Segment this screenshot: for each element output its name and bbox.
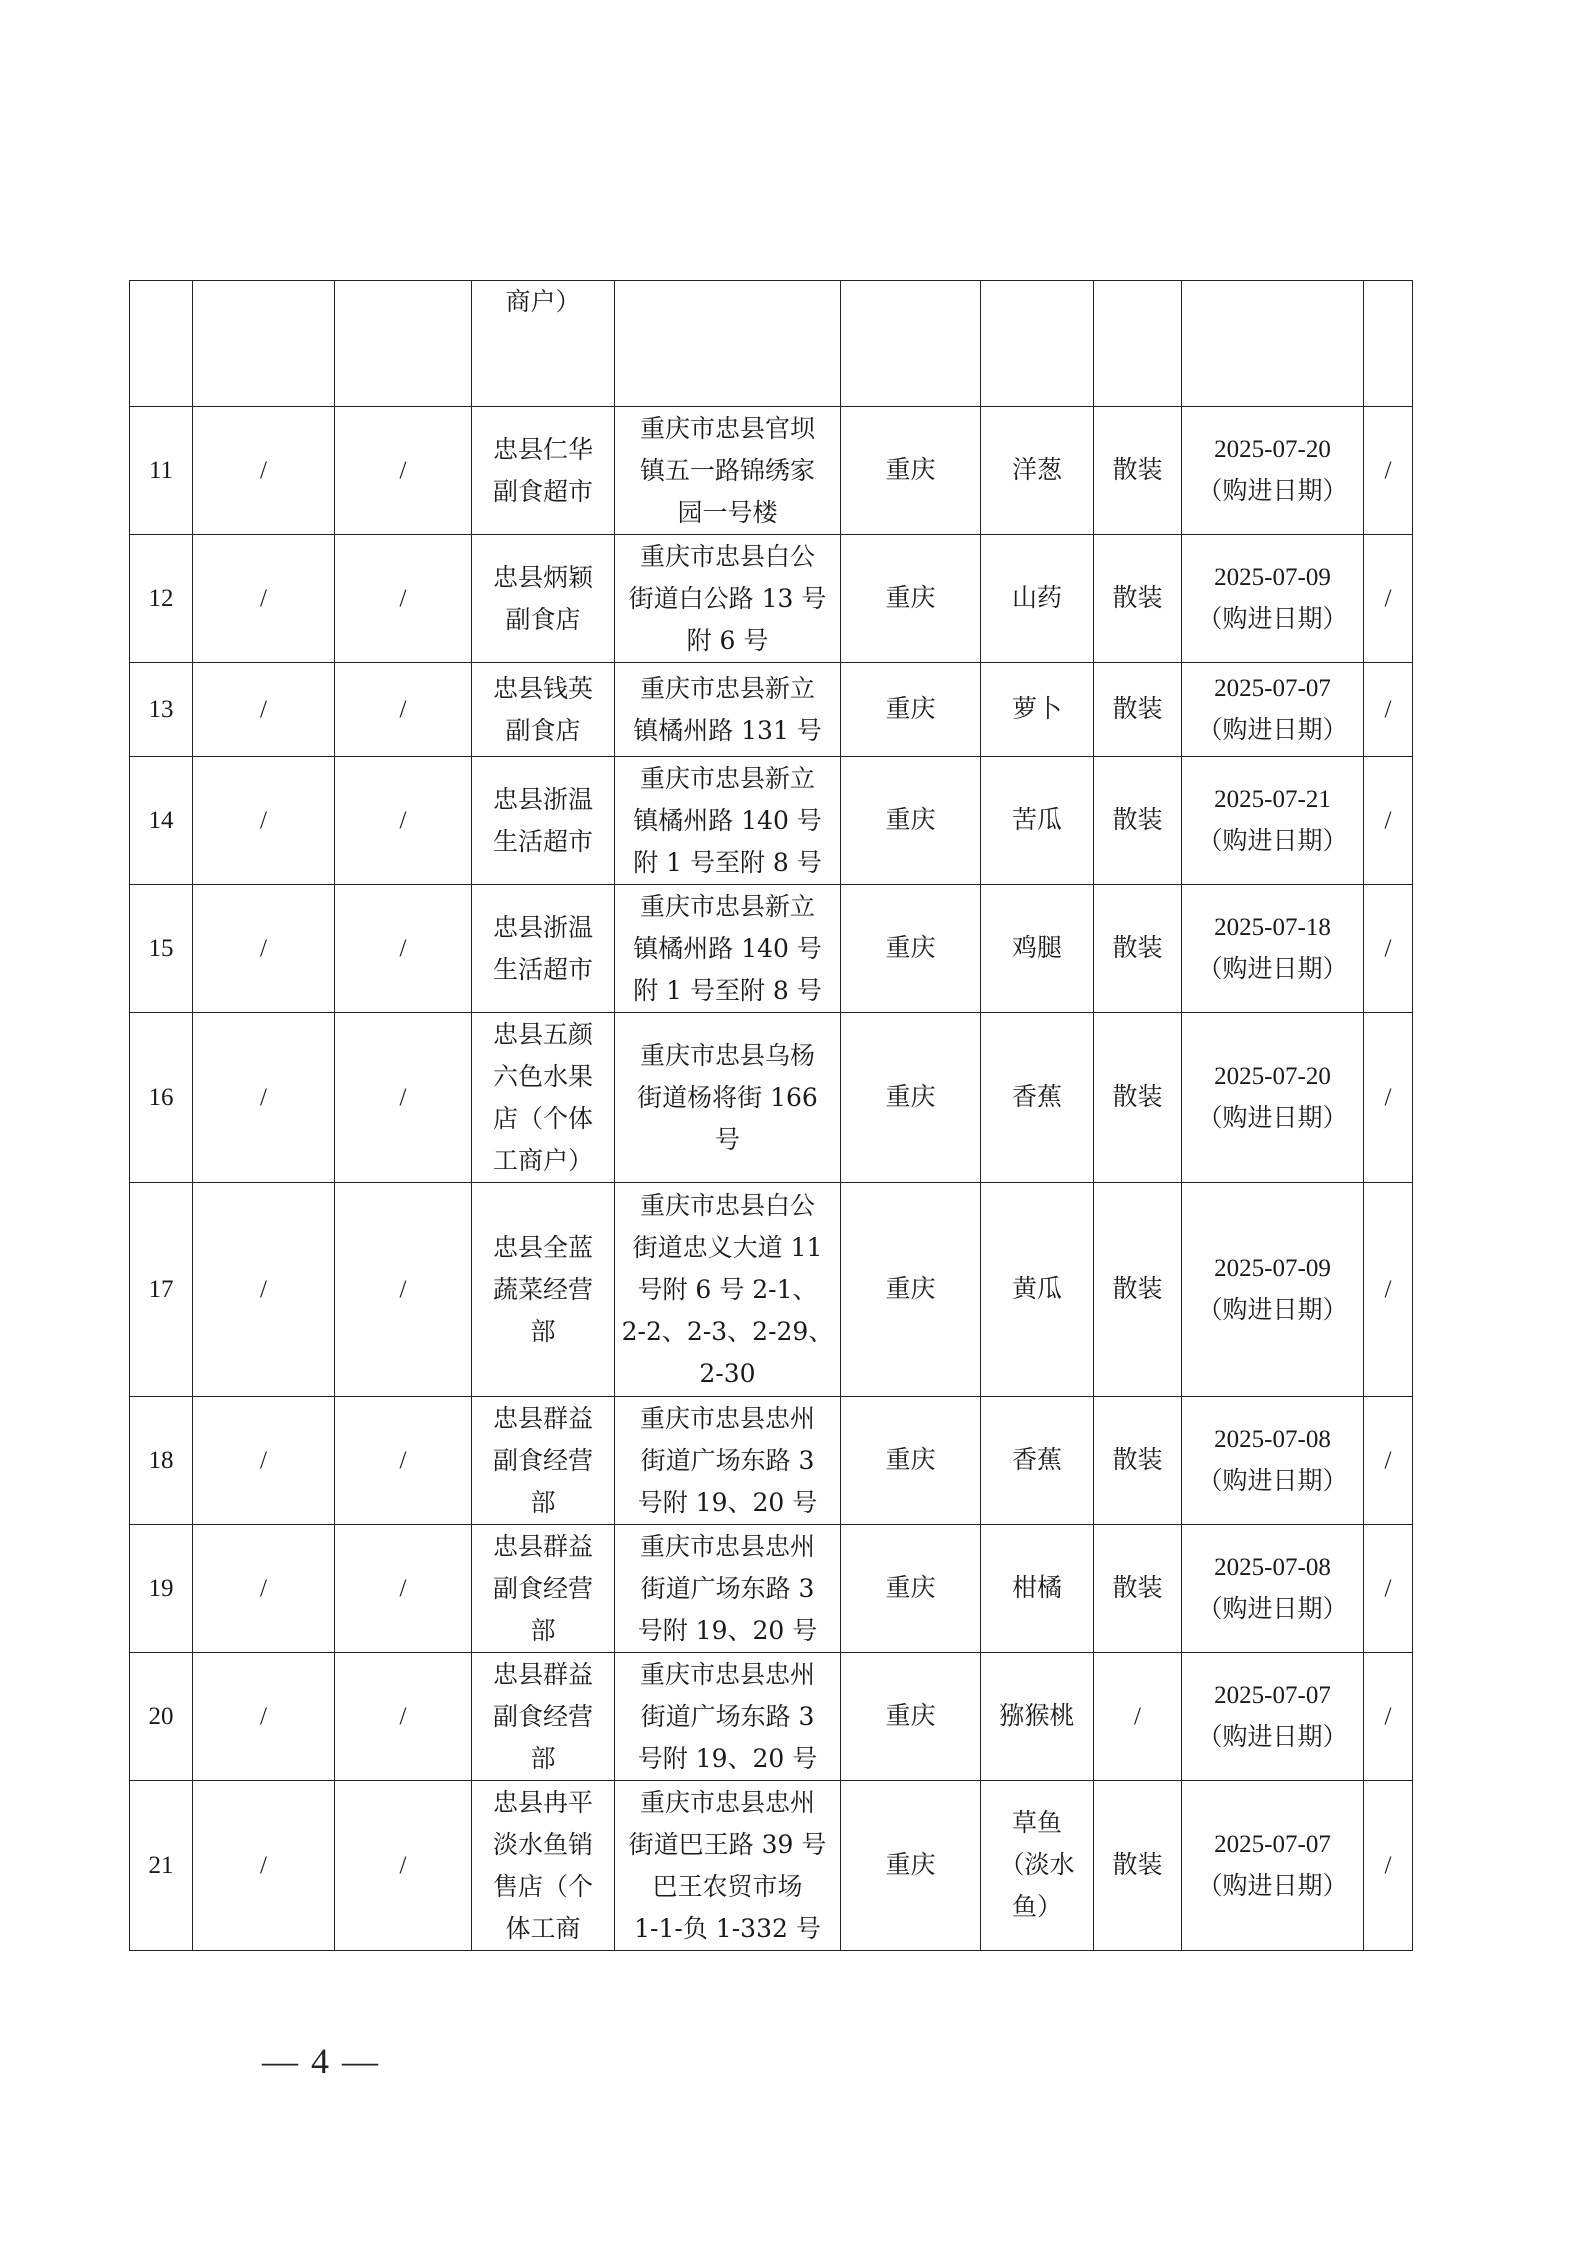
cell-col3: / bbox=[335, 407, 472, 535]
cell-address bbox=[615, 1653, 841, 1781]
table-row bbox=[130, 407, 1413, 535]
cell-address-line: 重庆市忠县忠州 bbox=[639, 1787, 815, 1817]
purchase-date: 2025-07-09 bbox=[1214, 1254, 1331, 1282]
cell-store-name bbox=[472, 535, 615, 663]
cell-address-line: 重庆市忠县忠州 bbox=[639, 1531, 815, 1561]
cell-product bbox=[981, 1525, 1094, 1653]
cell-date bbox=[1182, 407, 1364, 535]
cell-address bbox=[615, 663, 841, 757]
purchase-date: 2025-07-20 bbox=[1214, 1062, 1331, 1090]
table-row bbox=[130, 663, 1413, 757]
table-row bbox=[130, 1781, 1413, 1951]
cell-date bbox=[1182, 757, 1364, 885]
cell-address bbox=[615, 1013, 841, 1183]
cell-product-line: 洋葱 bbox=[1011, 456, 1062, 484]
cell-product bbox=[981, 663, 1094, 757]
purchase-date-note: （购进日期） bbox=[1197, 1723, 1348, 1751]
purchase-date: 2025-07-20 bbox=[1214, 435, 1331, 463]
cell-product-line: 草鱼 bbox=[1011, 1809, 1062, 1837]
table-row bbox=[130, 1013, 1413, 1183]
cell-address-line: 重庆市忠县白公 bbox=[639, 1190, 815, 1220]
cell-packaging: 散装 bbox=[1094, 757, 1182, 885]
cell-address-line: 号附 6 号 2-1、 bbox=[637, 1274, 818, 1304]
purchase-date-note: （购进日期） bbox=[1197, 605, 1348, 633]
cell-product bbox=[981, 1781, 1094, 1951]
cell-serial-number: 12 bbox=[130, 535, 193, 663]
cell-last: / bbox=[1364, 535, 1413, 663]
cell-product bbox=[981, 1183, 1094, 1397]
cell-store-name bbox=[472, 1397, 615, 1525]
cell-store-name-line: 忠县五颜 bbox=[492, 1019, 593, 1049]
cell-address-line: 重庆市忠县白公 bbox=[639, 541, 815, 571]
table-body bbox=[130, 281, 1413, 1951]
cell-empty bbox=[1094, 281, 1182, 407]
cell-last: / bbox=[1364, 1525, 1413, 1653]
cell-address-line: 重庆市忠县乌杨 bbox=[639, 1040, 815, 1070]
cell-store-name-line: 忠县群益 bbox=[492, 1659, 593, 1689]
cell-store-name-line: 副食经营 bbox=[492, 1701, 593, 1731]
cell-store-name-line: 忠县全蓝 bbox=[492, 1232, 593, 1262]
purchase-date: 2025-07-07 bbox=[1214, 1830, 1331, 1858]
purchase-date: 2025-07-21 bbox=[1214, 785, 1331, 813]
cell-origin: 重庆 bbox=[841, 1397, 981, 1525]
cell-store-name-line: 体工商 bbox=[505, 1913, 581, 1943]
cell-product-line: 香蕉 bbox=[1011, 1083, 1062, 1111]
cell-store-name-line: 忠县仁华 bbox=[492, 434, 593, 464]
cell-col2: / bbox=[193, 663, 335, 757]
cell-col3: / bbox=[335, 757, 472, 885]
cell-store-name-line: 蔬菜经营 bbox=[492, 1274, 593, 1304]
cell-col2: / bbox=[193, 1525, 335, 1653]
cell-col3: / bbox=[335, 1781, 472, 1951]
cell-store-name bbox=[472, 663, 615, 757]
cell-packaging: 散装 bbox=[1094, 885, 1182, 1013]
cell-origin: 重庆 bbox=[841, 885, 981, 1013]
cell-last: / bbox=[1364, 885, 1413, 1013]
cell-store-name bbox=[472, 885, 615, 1013]
cell-address-line: 街道广场东路 3 bbox=[640, 1701, 815, 1731]
cell-last: / bbox=[1364, 1781, 1413, 1951]
cell-serial-number: 21 bbox=[130, 1781, 193, 1951]
cell-product-line: 柑橘 bbox=[1011, 1574, 1062, 1602]
cell-col3: / bbox=[335, 1525, 472, 1653]
cell-address-line: 巴王农贸市场 bbox=[652, 1871, 803, 1901]
cell-store-name-line: 忠县浙温 bbox=[492, 784, 593, 814]
cell-origin: 重庆 bbox=[841, 1183, 981, 1397]
cell-product-line: 香蕉 bbox=[1011, 1446, 1062, 1474]
cell-date bbox=[1182, 1183, 1364, 1397]
cell-product-line: 黄瓜 bbox=[1011, 1275, 1062, 1303]
cell-product bbox=[981, 1653, 1094, 1781]
cell-empty bbox=[841, 281, 981, 407]
cell-origin: 重庆 bbox=[841, 1653, 981, 1781]
cell-product bbox=[981, 885, 1094, 1013]
cell-product bbox=[981, 1397, 1094, 1525]
cell-store-name bbox=[472, 407, 615, 535]
purchase-date-note: （购进日期） bbox=[1197, 1595, 1348, 1623]
table-row bbox=[130, 757, 1413, 885]
cell-address-line: 号 bbox=[714, 1124, 740, 1154]
cell-date bbox=[1182, 663, 1364, 757]
cell-address-line: 附 6 号 bbox=[686, 625, 769, 655]
cell-date bbox=[1182, 1397, 1364, 1525]
cell-serial-number: 17 bbox=[130, 1183, 193, 1397]
cell-product bbox=[981, 1013, 1094, 1183]
cell-date bbox=[1182, 1013, 1364, 1183]
cell-store-name-line: 忠县浙温 bbox=[492, 912, 593, 942]
cell-last: / bbox=[1364, 407, 1413, 535]
purchase-date: 2025-07-08 bbox=[1214, 1553, 1331, 1581]
cell-origin: 重庆 bbox=[841, 1525, 981, 1653]
cell-address-line: 号附 19、20 号 bbox=[637, 1487, 818, 1517]
cell-store-name-line: 部 bbox=[530, 1487, 556, 1517]
table-row bbox=[130, 1183, 1413, 1397]
cell-address bbox=[615, 535, 841, 663]
cell-col2: / bbox=[193, 407, 335, 535]
cell-origin: 重庆 bbox=[841, 535, 981, 663]
cell-address-line: 号附 19、20 号 bbox=[637, 1615, 818, 1645]
cell-col2: / bbox=[193, 1653, 335, 1781]
cell-col2: / bbox=[193, 1781, 335, 1951]
cell-store-name-line: 工商户） bbox=[492, 1145, 593, 1175]
cell-serial-number: 20 bbox=[130, 1653, 193, 1781]
cell-address-line: 镇橘州路 140 号 bbox=[633, 805, 822, 835]
cell-col3: / bbox=[335, 1653, 472, 1781]
cell-col3: / bbox=[335, 1013, 472, 1183]
cell-date bbox=[1182, 1781, 1364, 1951]
cell-packaging: 散装 bbox=[1094, 1013, 1182, 1183]
cell-packaging: / bbox=[1094, 1653, 1182, 1781]
cell-packaging: 散装 bbox=[1094, 1183, 1182, 1397]
cell-product-line: 山药 bbox=[1011, 584, 1062, 612]
cell-col2: / bbox=[193, 535, 335, 663]
purchase-date: 2025-07-08 bbox=[1214, 1425, 1331, 1453]
purchase-date: 2025-07-07 bbox=[1214, 674, 1331, 702]
cell-store-name-line: 售店（个 bbox=[492, 1871, 593, 1901]
cell-empty bbox=[335, 281, 472, 407]
cell-last: / bbox=[1364, 1397, 1413, 1525]
cell-last: / bbox=[1364, 1183, 1413, 1397]
purchase-date-note: （购进日期） bbox=[1197, 477, 1348, 505]
cell-col3: / bbox=[335, 535, 472, 663]
cell-store-name-line: 副食经营 bbox=[492, 1573, 593, 1603]
cell-address-line: 街道杨将街 166 bbox=[637, 1082, 818, 1112]
purchase-date: 2025-07-09 bbox=[1214, 563, 1331, 591]
cell-col3: / bbox=[335, 885, 472, 1013]
cell-store-name-line: 忠县炳颖 bbox=[492, 562, 593, 592]
cell-col2: / bbox=[193, 757, 335, 885]
cell-packaging: 散装 bbox=[1094, 1397, 1182, 1525]
purchase-date-note: （购进日期） bbox=[1197, 1104, 1348, 1132]
cell-address-line: 街道巴王路 39 号 bbox=[628, 1829, 827, 1859]
cell-address-line: 街道忠义大道 11 bbox=[632, 1232, 823, 1262]
cell-store-name-line: 忠县冉平 bbox=[492, 1787, 593, 1817]
cell-store-name-line: 忠县钱英 bbox=[492, 673, 593, 703]
cell-date bbox=[1182, 1525, 1364, 1653]
cell-serial-number: 14 bbox=[130, 757, 193, 885]
table-row bbox=[130, 885, 1413, 1013]
cell-address-line: 园一号楼 bbox=[677, 497, 778, 527]
cell-address bbox=[615, 885, 841, 1013]
cell-product-line: 苦瓜 bbox=[1011, 806, 1062, 834]
cell-product bbox=[981, 757, 1094, 885]
cell-product bbox=[981, 407, 1094, 535]
inspection-table bbox=[129, 280, 1413, 1951]
cell-store-name-line: 部 bbox=[530, 1316, 556, 1346]
cell-empty bbox=[981, 281, 1094, 407]
cell-empty bbox=[1364, 281, 1413, 407]
cell-address-line: 重庆市忠县官坝 bbox=[639, 413, 815, 443]
page-number: — 4 — bbox=[262, 2041, 380, 2081]
purchase-date-note: （购进日期） bbox=[1197, 1872, 1348, 1900]
cell-serial-number: 13 bbox=[130, 663, 193, 757]
cell-serial-number: 19 bbox=[130, 1525, 193, 1653]
purchase-date-note: （购进日期） bbox=[1197, 955, 1348, 983]
cell-origin: 重庆 bbox=[841, 1013, 981, 1183]
purchase-date: 2025-07-07 bbox=[1214, 1681, 1331, 1709]
cell-address-line: 重庆市忠县忠州 bbox=[639, 1659, 815, 1689]
cell-store-name-line: 忠县群益 bbox=[492, 1531, 593, 1561]
cell-store-name bbox=[472, 1653, 615, 1781]
cell-store-name bbox=[472, 1781, 615, 1951]
table-row bbox=[130, 1397, 1413, 1525]
cell-address-line: 2-2、2-3、2-29、 bbox=[621, 1316, 834, 1346]
table-row bbox=[130, 1653, 1413, 1781]
purchase-date: 2025-07-18 bbox=[1214, 913, 1331, 941]
cell-address bbox=[615, 757, 841, 885]
table-row bbox=[130, 535, 1413, 663]
cell-packaging: 散装 bbox=[1094, 407, 1182, 535]
cell-last: / bbox=[1364, 1653, 1413, 1781]
cell-store-name-line: 副食超市 bbox=[492, 476, 593, 506]
cell-address-line: 附 1 号至附 8 号 bbox=[633, 975, 822, 1005]
cell-address-line: 2-30 bbox=[699, 1358, 756, 1388]
cell-address bbox=[615, 1397, 841, 1525]
cell-origin: 重庆 bbox=[841, 663, 981, 757]
cell-serial-number: 15 bbox=[130, 885, 193, 1013]
cell-store-name-line: 店（个体 bbox=[492, 1103, 593, 1133]
table-row bbox=[130, 1525, 1413, 1653]
cell-address bbox=[615, 1183, 841, 1397]
cell-packaging: 散装 bbox=[1094, 663, 1182, 757]
cell-address-line: 镇橘州路 131 号 bbox=[633, 715, 822, 745]
cell-last: / bbox=[1364, 1013, 1413, 1183]
cell-origin: 重庆 bbox=[841, 757, 981, 885]
cell-product-line: 猕猴桃 bbox=[999, 1702, 1075, 1730]
cell-packaging: 散装 bbox=[1094, 1525, 1182, 1653]
cell-last: / bbox=[1364, 663, 1413, 757]
cell-col2: / bbox=[193, 885, 335, 1013]
cell-store-name-line: 部 bbox=[530, 1743, 556, 1773]
cell-col2: / bbox=[193, 1013, 335, 1183]
cell-col2: / bbox=[193, 1397, 335, 1525]
cell-address bbox=[615, 1781, 841, 1951]
table-row-continuation bbox=[130, 281, 1413, 407]
cell-store-name-line: 生活超市 bbox=[492, 954, 593, 984]
cell-address-line: 镇橘州路 140 号 bbox=[633, 933, 822, 963]
cell-col2: / bbox=[193, 1183, 335, 1397]
cell-empty bbox=[1182, 281, 1364, 407]
cell-store-name-line: 副食店 bbox=[505, 604, 581, 634]
cell-store-name bbox=[472, 757, 615, 885]
cell-address bbox=[615, 407, 841, 535]
cell-address bbox=[615, 1525, 841, 1653]
cell-store-name-line: 生活超市 bbox=[492, 826, 593, 856]
cell-store-name-line: 淡水鱼销 bbox=[492, 1829, 593, 1859]
cell-packaging: 散装 bbox=[1094, 535, 1182, 663]
cell-address-line: 镇五一路锦绣家 bbox=[639, 455, 815, 485]
cell-product-line: 萝卜 bbox=[1011, 695, 1062, 723]
cell-col3: / bbox=[335, 663, 472, 757]
cell-name-continuation: 商户） bbox=[472, 281, 615, 407]
cell-address-line: 街道广场东路 3 bbox=[640, 1445, 815, 1475]
purchase-date-note: （购进日期） bbox=[1197, 1467, 1348, 1495]
cell-product-line: 鱼） bbox=[1011, 1893, 1062, 1921]
cell-origin: 重庆 bbox=[841, 1781, 981, 1951]
cell-store-name-line: 忠县群益 bbox=[492, 1403, 593, 1433]
purchase-date-note: （购进日期） bbox=[1197, 827, 1348, 855]
cell-origin: 重庆 bbox=[841, 407, 981, 535]
cell-serial-number: 18 bbox=[130, 1397, 193, 1525]
cell-address-line: 附 1 号至附 8 号 bbox=[633, 847, 822, 877]
cell-address-line: 街道广场东路 3 bbox=[640, 1573, 815, 1603]
cell-address-line: 重庆市忠县新立 bbox=[639, 891, 815, 921]
cell-address-line: 1-1-负 1-332 号 bbox=[634, 1913, 821, 1943]
cell-date bbox=[1182, 535, 1364, 663]
cell-col3: / bbox=[335, 1397, 472, 1525]
cell-store-name bbox=[472, 1525, 615, 1653]
cell-product-line: （淡水 bbox=[999, 1851, 1075, 1879]
cell-packaging: 散装 bbox=[1094, 1781, 1182, 1951]
cell-date bbox=[1182, 885, 1364, 1013]
cell-address-line: 重庆市忠县新立 bbox=[639, 763, 815, 793]
cell-address-line: 街道白公路 13 号 bbox=[628, 583, 827, 613]
cell-address-line: 重庆市忠县忠州 bbox=[639, 1403, 815, 1433]
cell-empty bbox=[130, 281, 193, 407]
cell-date bbox=[1182, 1653, 1364, 1781]
cell-address-line: 号附 19、20 号 bbox=[637, 1743, 818, 1773]
cell-product-line: 鸡腿 bbox=[1011, 934, 1062, 962]
cell-col3: / bbox=[335, 1183, 472, 1397]
cell-store-name-line: 副食经营 bbox=[492, 1445, 593, 1475]
purchase-date-note: （购进日期） bbox=[1197, 716, 1348, 744]
cell-last: / bbox=[1364, 757, 1413, 885]
cell-store-name-line: 部 bbox=[530, 1615, 556, 1645]
cell-store-name bbox=[472, 1183, 615, 1397]
cell-store-name-line: 六色水果 bbox=[492, 1061, 593, 1091]
purchase-date-note: （购进日期） bbox=[1197, 1296, 1348, 1324]
cell-store-name-line: 副食店 bbox=[505, 715, 581, 745]
cell-serial-number: 11 bbox=[130, 407, 193, 535]
cell-product bbox=[981, 535, 1094, 663]
cell-address-line: 重庆市忠县新立 bbox=[639, 673, 815, 703]
cell-empty bbox=[193, 281, 335, 407]
cell-store-name bbox=[472, 1013, 615, 1183]
cell-serial-number: 16 bbox=[130, 1013, 193, 1183]
cell-empty bbox=[615, 281, 841, 407]
